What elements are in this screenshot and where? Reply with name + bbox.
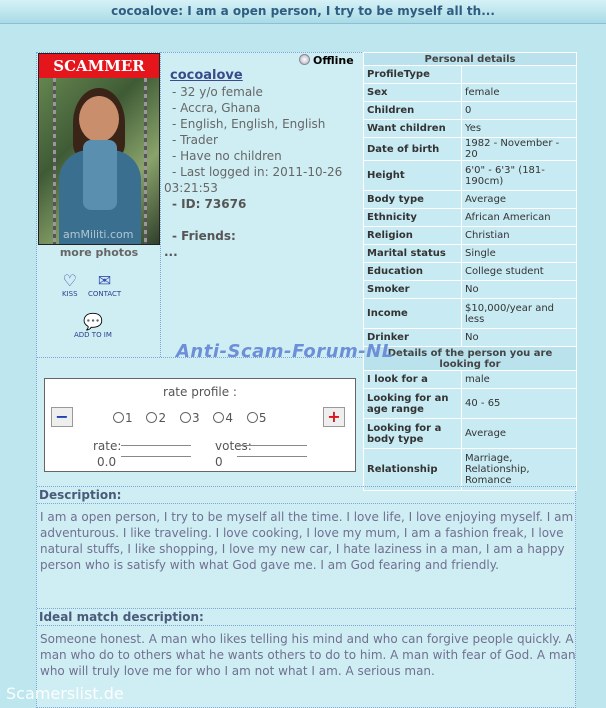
detail-key: Ethnicity	[364, 209, 462, 227]
personal-details-table	[363, 52, 577, 491]
status-label: Offline	[313, 54, 354, 67]
rating-option-3[interactable]: 3	[180, 411, 200, 425]
radio-icon	[213, 412, 224, 423]
forum-watermark: Anti-Scam-Forum-NL	[176, 341, 394, 362]
photo-watermark: amMiliti.com	[63, 228, 134, 241]
detail-value	[462, 66, 577, 84]
summary-location: - Accra, Ghana	[172, 101, 261, 115]
status-dot-icon	[299, 54, 310, 65]
detail-value: African American	[462, 209, 577, 227]
rate-up-button[interactable]: +	[323, 407, 345, 427]
preference-key: Looking for a body type	[364, 419, 462, 449]
preference-value: male	[462, 371, 577, 389]
preference-value: 40 - 65	[462, 389, 577, 419]
detail-value: No	[462, 281, 577, 299]
description-text: I am a open person, I try to be myself all the time. I love life, I love enjoying myself. I am adventurous. I like traveling. I love cooking, I love my mum, I am a fashion freak, I love natural stuffs, I like shopping, I love my new car, I hate laziness in a man, I am a happy person who is satisfy with what God gave me. I am God fearing and friendly.	[40, 510, 574, 572]
radio-icon	[180, 412, 191, 423]
detail-key: Religion	[364, 227, 462, 245]
summary-last-login: - Last logged in: 2011-10-26	[172, 165, 343, 179]
detail-key: Marital status	[364, 245, 462, 263]
detail-key: Smoker	[364, 281, 462, 299]
profile-id: - ID: 73676	[172, 197, 247, 211]
rate-value: 0.0	[97, 455, 117, 469]
photo-face	[79, 96, 119, 142]
votes-bar	[237, 445, 307, 457]
radio-icon	[247, 412, 258, 423]
description-heading: Description:	[37, 486, 576, 504]
rate-label: rate:	[93, 439, 122, 453]
envelope-icon: ✉	[97, 271, 112, 290]
profile-photo[interactable]	[38, 53, 160, 245]
votes-label: votes:	[215, 439, 252, 453]
looking-for-title: Details of the person you are looking for	[364, 347, 577, 371]
votes-value: 0	[215, 455, 223, 469]
kiss-label: KISS	[62, 290, 78, 298]
detail-value: 1982 - November - 20	[462, 138, 577, 161]
rate-down-button[interactable]: −	[51, 407, 73, 427]
swing-chain-right	[144, 78, 147, 245]
rating-widget	[44, 378, 356, 472]
rating-option-2[interactable]: 2	[146, 411, 166, 425]
summary-login-time: 03:21:53	[164, 181, 218, 195]
radio-icon	[146, 412, 157, 423]
detail-key: Date of birth	[364, 138, 462, 161]
username-link[interactable]: cocoalove	[170, 68, 243, 83]
detail-key: Sex	[364, 84, 462, 102]
detail-value: $10,000/year and less	[462, 299, 577, 329]
rating-option-4[interactable]: 4	[213, 411, 233, 425]
rating-option-5[interactable]: 5	[247, 411, 267, 425]
swing-chain-left	[53, 78, 56, 245]
preference-value: Average	[462, 419, 577, 449]
detail-value: Average	[462, 191, 577, 209]
radio-icon	[113, 412, 124, 423]
detail-value: College student	[462, 263, 577, 281]
contact-button[interactable]	[88, 272, 121, 298]
detail-key: Want children	[364, 120, 462, 138]
contact-label: CONTACT	[88, 290, 122, 298]
add-to-im-button[interactable]	[74, 313, 112, 339]
detail-key: Income	[364, 299, 462, 329]
online-status	[299, 54, 354, 67]
preference-value: Marriage, Relationship, Romance	[462, 449, 577, 491]
summary-languages: - English, English, English	[172, 117, 326, 131]
detail-value: Single	[462, 245, 577, 263]
chat-bubble-icon: 💬	[83, 312, 103, 331]
rating-option-1[interactable]: 1	[113, 411, 133, 425]
detail-key: Drinker	[364, 329, 462, 347]
detail-key: Education	[364, 263, 462, 281]
ideal-match-heading: Ideal match description:	[37, 608, 576, 626]
preference-key: Relationship	[364, 449, 462, 491]
rating-options	[113, 411, 277, 425]
profile-summary	[164, 68, 362, 260]
column-divider	[160, 52, 161, 357]
ideal-match-text: Someone honest. A man who likes telling his mind and who can forgive people quickly. A man who do to others what he wants others to do to him. A man with fear of God. A man who will truly love me for who I am not what I am. A serious man.	[40, 632, 576, 678]
detail-value: Christian	[462, 227, 577, 245]
detail-value: 0	[462, 102, 577, 120]
preference-key: Looking for an age range	[364, 389, 462, 419]
rating-title: rate profile :	[163, 385, 237, 399]
detail-key: Body type	[364, 191, 462, 209]
preference-key: I look for a	[364, 371, 462, 389]
summary-occupation: - Trader	[172, 133, 218, 147]
more-photos-link[interactable]: more photos	[59, 246, 139, 259]
photo-scarf	[83, 140, 117, 210]
detail-value: No	[462, 329, 577, 347]
heart-icon: ♡	[62, 271, 77, 290]
detail-key: Children	[364, 102, 462, 120]
friends-label: - Friends:	[172, 229, 236, 243]
summary-age: - 32 y/o female	[172, 85, 263, 99]
site-watermark: Scamerslist.de	[6, 684, 124, 703]
detail-value: 6'0" - 6'3" (181-190cm)	[462, 161, 577, 191]
detail-value: female	[462, 84, 577, 102]
kiss-button[interactable]	[62, 272, 78, 298]
friends-more[interactable]: ...	[164, 245, 178, 259]
detail-key: Height	[364, 161, 462, 191]
scammer-badge: SCAMMER	[39, 54, 159, 78]
page-title: cocoalove: I am a open person, I try to be myself all th...	[0, 0, 606, 24]
personal-details-title: Personal details	[364, 53, 577, 66]
detail-value: Yes	[462, 120, 577, 138]
detail-key: ProfileType	[364, 66, 462, 84]
summary-children: - Have no children	[172, 149, 282, 163]
add-to-im-label: ADD TO IM	[74, 331, 112, 339]
rate-bar	[121, 445, 191, 457]
